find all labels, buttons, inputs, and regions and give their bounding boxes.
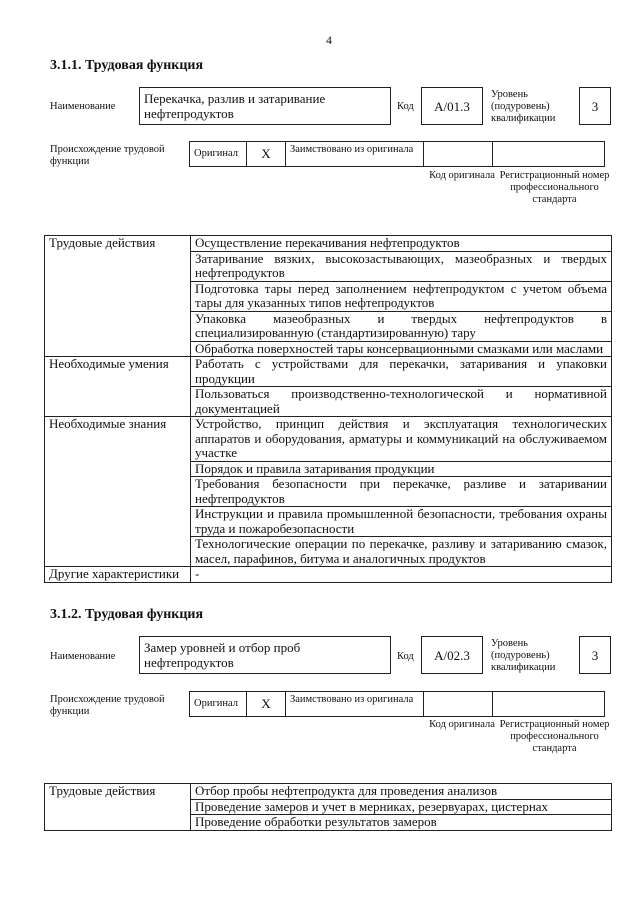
origin-label: Происхождение трудовой функции [50, 144, 165, 167]
row-head-labor-actions: Трудовые действия [45, 236, 191, 357]
registration-number-cell [492, 141, 605, 167]
original-code-cell [423, 141, 493, 167]
original-code-caption: Код оригинала [429, 170, 495, 181]
labor-action-item: Отбор пробы нефтепродукта для проведения анализов [191, 784, 612, 800]
original-label: Оригинал [189, 691, 247, 717]
section-title-3-1-1: 3.1.1. Трудовая функция [50, 58, 204, 73]
row-head-required-skills: Необходимые умения [45, 357, 191, 417]
function-table-3-1-2 [44, 783, 612, 831]
code-value-box: А/02.3 [421, 636, 483, 674]
code-label: Код [397, 101, 414, 112]
labor-action-item: Подготовка тары перед заполнением нефтепродуктом с учетом объема тары для указанных типов нефтепродуктов [191, 281, 612, 311]
name-label: Наименование [50, 101, 116, 112]
knowledge-item: Порядок и правила затаривания продукции [191, 461, 612, 477]
labor-action-item: Обработка поверхностей тары консервационными смазками или маслами [191, 341, 612, 357]
original-mark: X [246, 691, 286, 717]
origin-row [189, 141, 605, 167]
knowledge-item: Требования безопасности при перекачке, разливе и затаривании нефтепродуктов [191, 477, 612, 507]
other-characteristics-item: - [191, 567, 612, 583]
section-title-3-1-2: 3.1.2. Трудовая функция [50, 607, 204, 622]
skill-item: Пользоваться производственно-технологической и нормативной документацией [191, 387, 612, 417]
row-head-labor-actions: Трудовые действия [45, 784, 191, 831]
labor-action-item: Упаковка мазеобразных и твердых нефтепродуктов в специализированную (стандартизированную) тару [191, 311, 612, 341]
original-label: Оригинал [189, 141, 247, 167]
skill-item: Работать с устройствами для перекачки, затаривания и упаковки продукции [191, 357, 612, 387]
function-name-box: Перекачка, разлив и затаривание нефтепродуктов [139, 87, 391, 125]
qualification-level-label: Уровень (подуровень) квалификации [491, 89, 556, 124]
qualification-level-box: 3 [579, 636, 611, 674]
page-number: 4 [326, 33, 332, 47]
row-head-other-characteristics: Другие характеристики [45, 567, 191, 583]
name-label: Наименование [50, 651, 116, 662]
code-value-box: А/01.3 [421, 87, 483, 125]
borrowed-label: Заимствовано из оригинала [285, 141, 424, 167]
function-name-box: Замер уровней и отбор проб нефтепродуктов [139, 636, 391, 674]
code-label: Код [397, 651, 414, 662]
labor-action-item: Проведение замеров и учет в мерниках, резервуарах, цистернах [191, 799, 612, 815]
registration-number-cell [492, 691, 605, 717]
labor-action-item: Проведение обработки результатов замеров [191, 815, 612, 831]
registration-number-caption: Регистрационный номер профессионального стандарта [499, 170, 610, 205]
qualification-level-label: Уровень (подуровень) квалификации [491, 638, 556, 673]
labor-action-item: Осуществление перекачивания нефтепродуктов [191, 236, 612, 252]
function-table-3-1-1 [44, 235, 612, 583]
knowledge-item: Устройство, принцип действия и эксплуатация технологических аппаратов и оборудования, арматуры и коммуникаций на обслуживаемом участке [191, 417, 612, 462]
origin-label: Происхождение трудовой функции [50, 694, 165, 717]
qualification-level-box: 3 [579, 87, 611, 125]
labor-action-item: Затаривание вязких, высокозастывающих, мазеобразных и твердых нефтепродуктов [191, 251, 612, 281]
knowledge-item: Технологические операции по перекачке, разливу и затариванию смазок, масел, парафинов, битума и аналогичных продуктов [191, 537, 612, 567]
borrowed-label: Заимствовано из оригинала [285, 691, 424, 717]
original-code-caption: Код оригинала [429, 719, 495, 730]
original-code-cell [423, 691, 493, 717]
knowledge-item: Инструкции и правила промышленной безопасности, требования охраны труда и пожаробезопасности [191, 507, 612, 537]
registration-number-caption: Регистрационный номер профессионального стандарта [499, 719, 610, 754]
origin-row [189, 691, 605, 717]
row-head-required-knowledge: Необходимые знания [45, 417, 191, 567]
original-mark: X [246, 141, 286, 167]
